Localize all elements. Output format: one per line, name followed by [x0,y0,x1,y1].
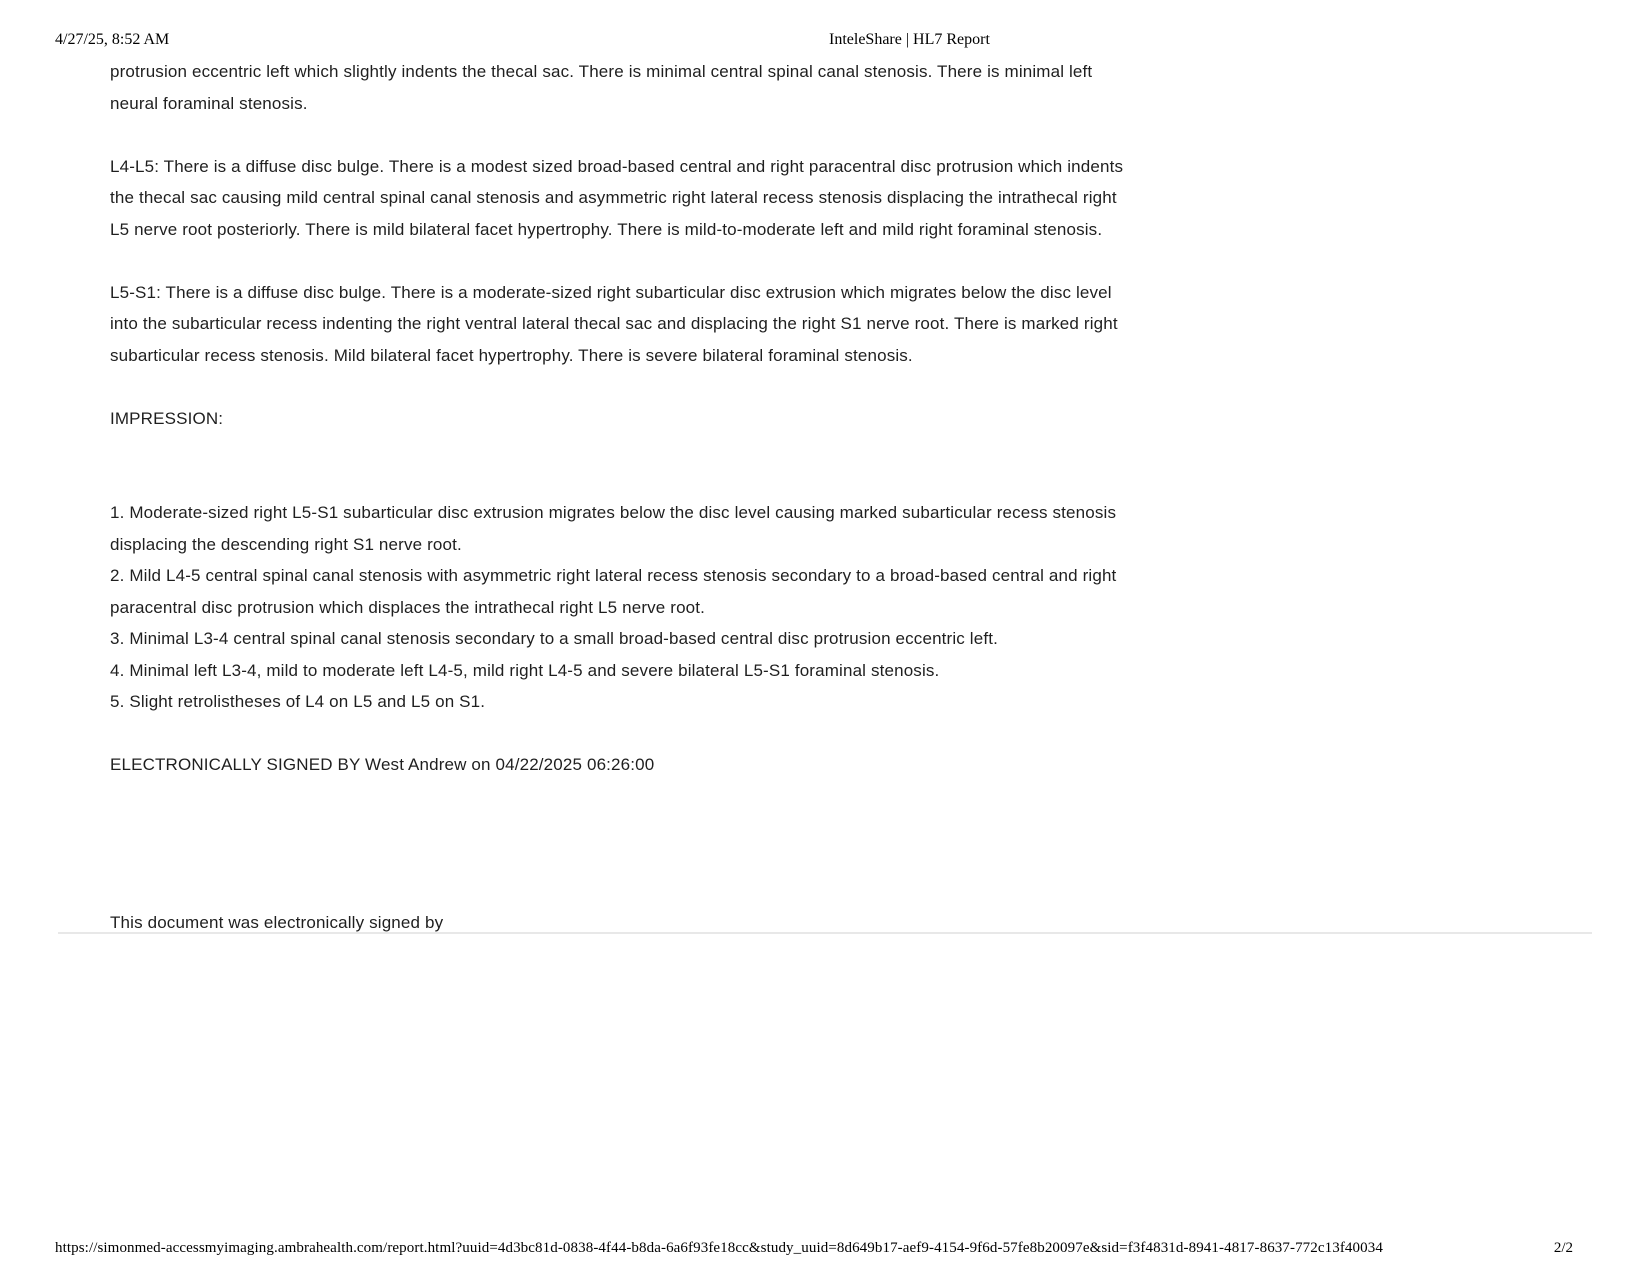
report-line: displacing the descending right S1 nerve root. [110,534,462,554]
report-line: 2. Mild L4-5 central spinal canal stenosis with asymmetric right lateral recess stenosis secondary to a broad-based central and right [110,566,1117,585]
report-line [110,812,1580,844]
report-line: IMPRESSION: [110,408,224,428]
report-line: 5. Slight retrolistheses of L4 on L5 and L5 on S1. [110,692,486,711]
report-line [110,781,1580,813]
report-line: 1. Moderate-sized right L5-S1 subarticular disc extrusion migrates below the disc level causing marked subarticular recess stenosis [110,503,1117,522]
report-line: subarticular recess stenosis. Mild bilateral facet hypertrophy. There is severe bilateral foraminal stenosis. [110,345,913,365]
report-line [110,718,1580,750]
print-date: 4/27/25, 8:52 AM [55,31,170,48]
report-line [110,434,1580,466]
source-url: https://simonmed-accessmyimaging.ambrahealth.com/report.html?uuid=4d3bc81d-0838-4f44-b8da-6a6f93fe18cc&study_uuid=8d649b17-aef9-4154-9f6d-57fe8b20097e&sid=f3f4831d-8941-4817-8637-772c13f40034 [55,1240,1383,1256]
report-line: paracentral disc protrusion which displaces the intrathecal right L5 nerve root. [110,597,706,617]
report-line: L4-L5: There is a diffuse disc bulge. There is a modest sized broad-based central and right paracentral disc protrusion which indents [110,156,1124,176]
report-line: 4. Minimal left L3-4, mild to moderate left L4-5, mild right L4-5 and severe bilateral L5-S1 foraminal stenosis. [110,660,940,680]
report-line [110,875,1580,907]
report-line: L5 nerve root posteriorly. There is mild bilateral facet hypertrophy. There is mild-to-moderate left and mild right foraminal stenosis. [110,219,1103,239]
print-header [0,31,1650,51]
print-footer [0,1240,1650,1258]
report-line [110,844,1580,876]
report-line: This document was electronically signed by [110,912,444,932]
report-line: the thecal sac causing mild central spinal canal stenosis and asymmetric right lateral recess stenosis displacing the intrathecal right [110,188,1117,207]
report-line [110,245,1580,277]
page-indicator: 2/2 [1553,1240,1573,1256]
signature-divider [58,932,1592,934]
report-line: neural foraminal stenosis. [110,93,308,113]
report-line: L5-S1: There is a diffuse disc bulge. There is a moderate-sized right subarticular disc extrusion which migrates below the disc level [110,282,1112,302]
report-line: ELECTRONICALLY SIGNED BY West Andrew on 04/22/2025 06:26:00 [110,755,655,774]
report-line: protrusion eccentric left which slightly indents the thecal sac. There is minimal central spinal canal stenosis. There is minimal left [110,62,1093,81]
report-line: 3. Minimal L3-4 central spinal canal stenosis secondary to a small broad-based central disc protrusion eccentric left. [110,629,998,648]
report-body [110,56,1580,938]
print-title: InteleShare | HL7 Report [829,31,990,48]
report-line [110,119,1580,151]
report-line: into the subarticular recess indenting the right ventral lateral thecal sac and displacing the right S1 nerve root. There is marked right [110,314,1118,333]
report-line [110,371,1580,403]
report-line [110,466,1580,498]
